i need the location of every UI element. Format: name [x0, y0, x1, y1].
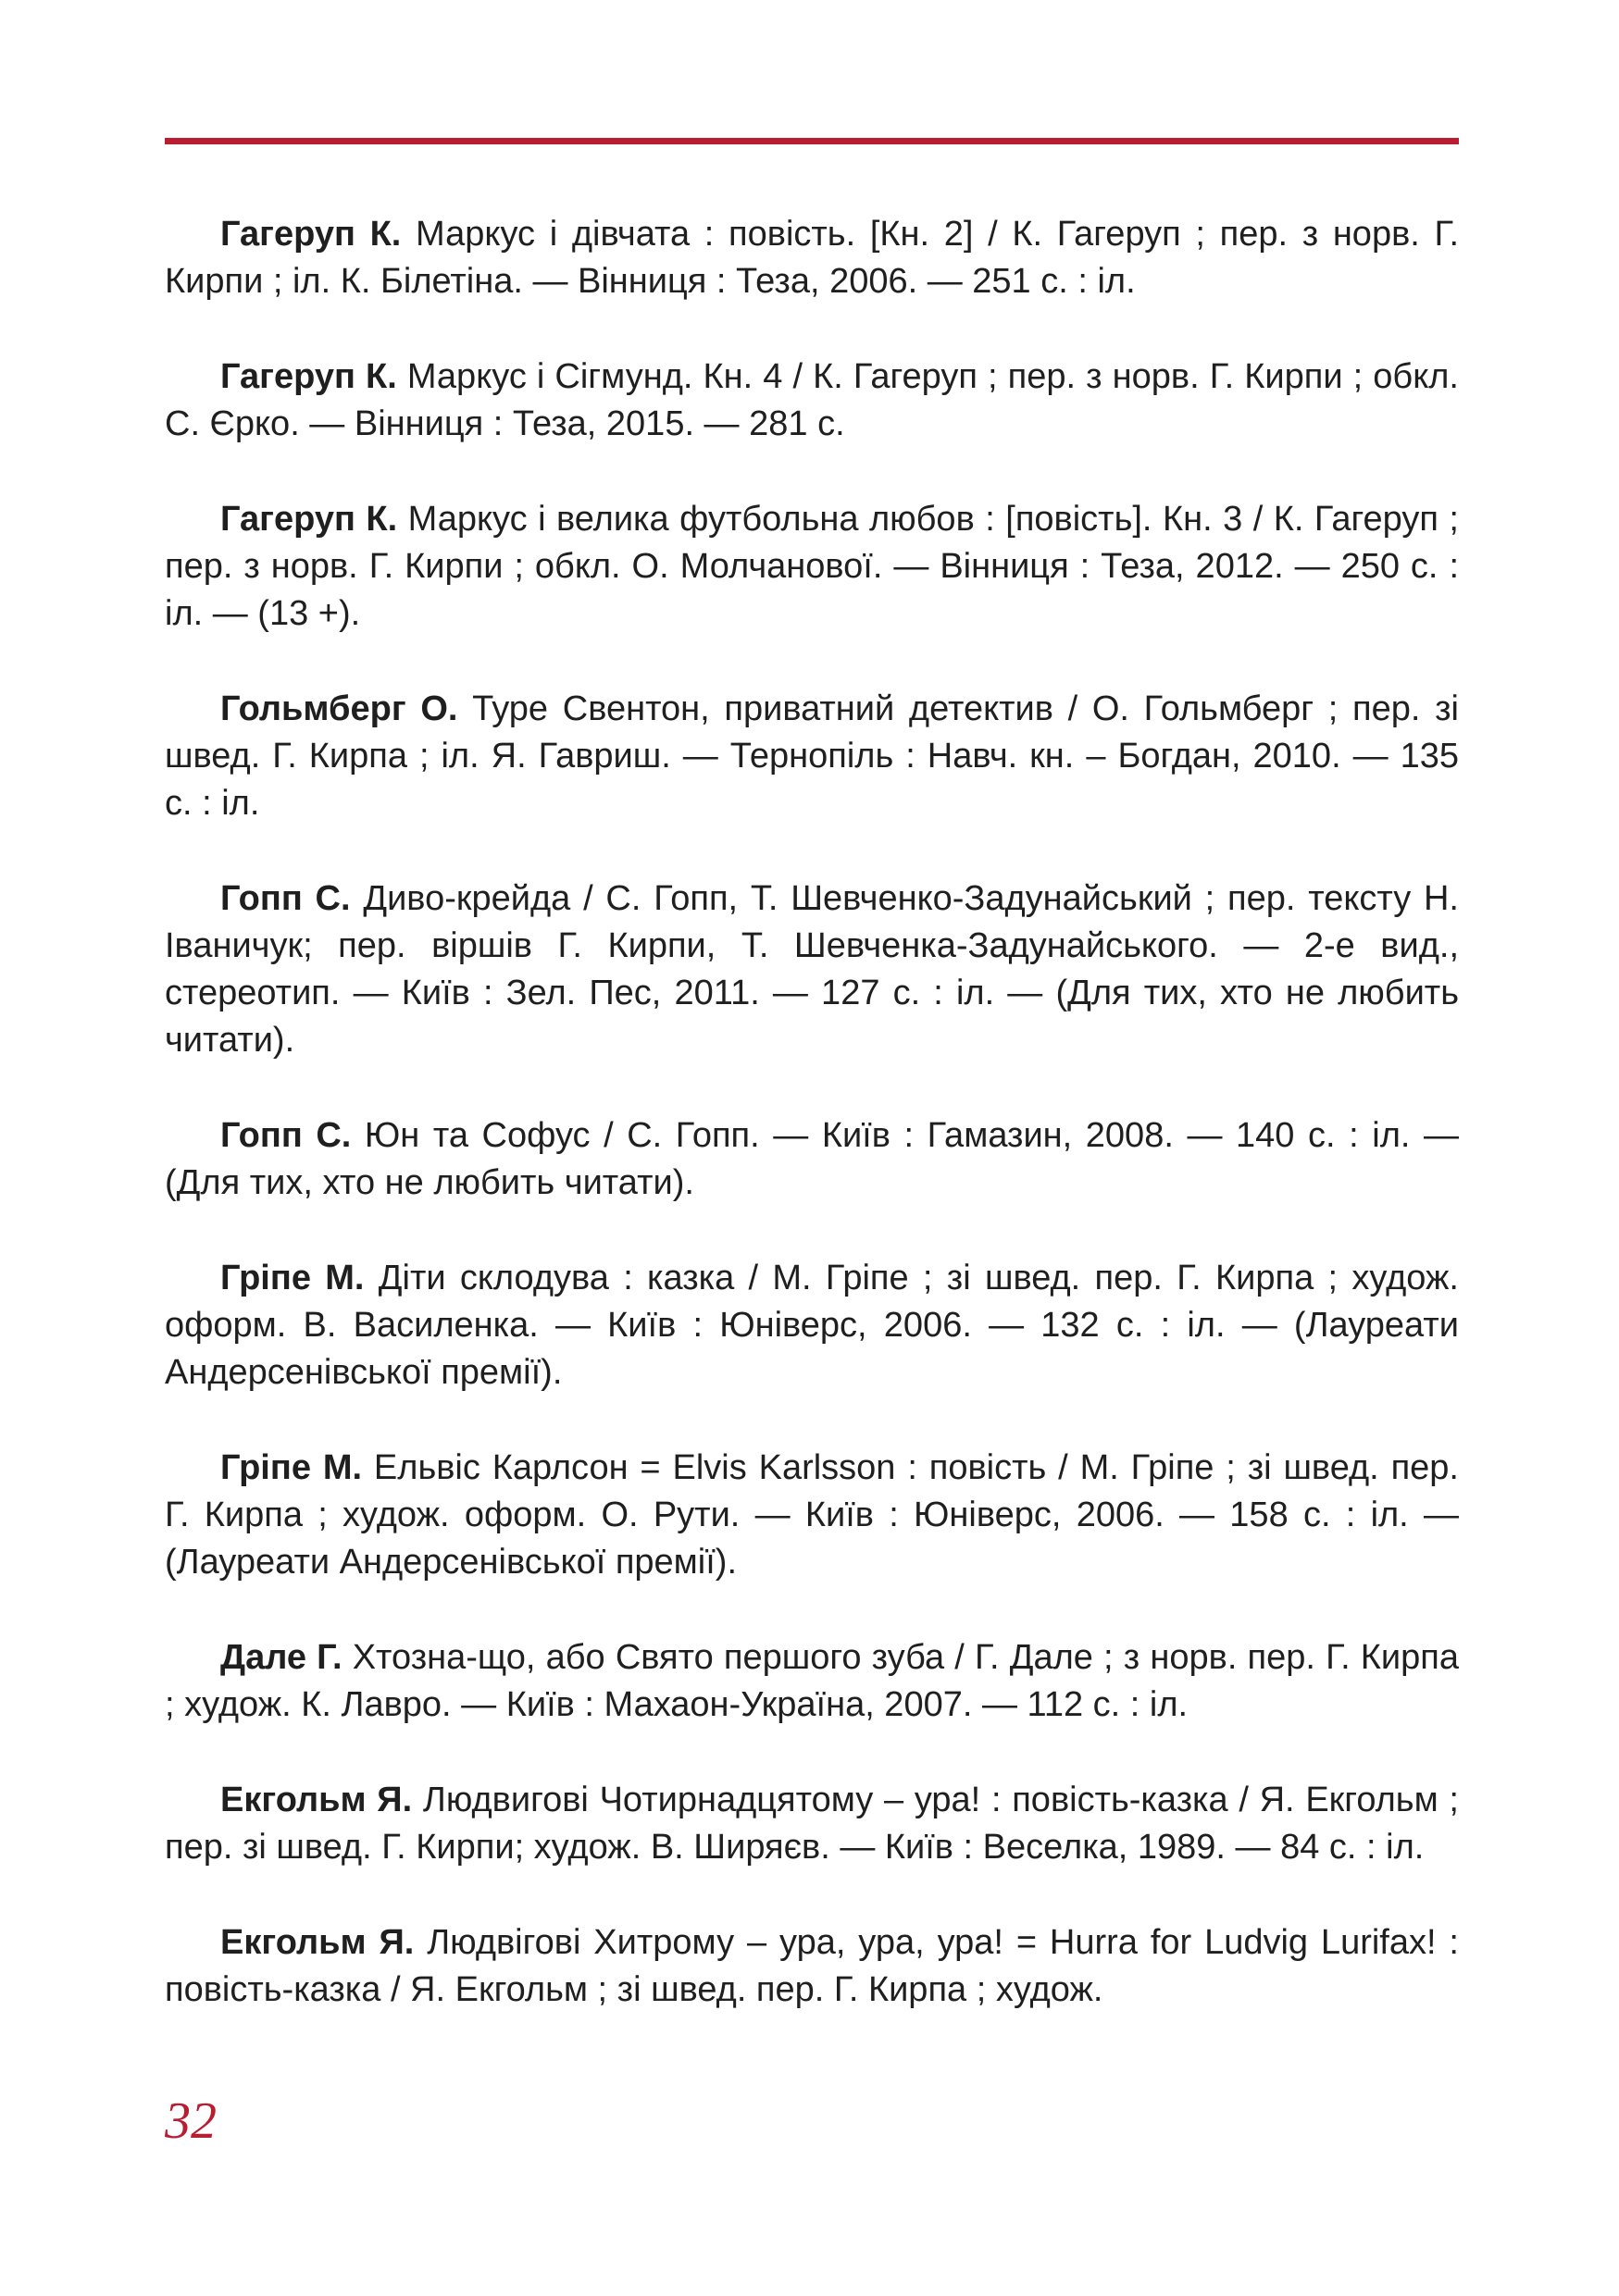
entry-text: Маркус і велика футбольна любов : [повість]. Кн. 3 / К. Гагеруп ; пер. з норв. Г. Кирпи ; обкл. О. Молчанової. — Вінниця : Теза, 2012. — 250 с. : іл. — (13 +).: [165, 500, 1459, 633]
entry-text: Ельвіс Карлсон = Elvis Karlsson : повість / М. Гріпе ; зі швед. пер. Г. Кирпа ; худож. оформ. О. Рути. — Київ : Юніверс, 2006. — 158 с. : іл. — (Лауреати Андерсенівської премії).: [165, 1448, 1459, 1582]
bibliography-entry: [165, 1255, 1459, 1396]
page-number: 32: [165, 2092, 217, 2150]
entry-text: Юн та Софус / С. Гопп. — Київ : Гамазин, 2008. — 140 с. : іл. — (Для тих, хто не любить читати).: [165, 1116, 1459, 1202]
bibliography-entry: [165, 1445, 1459, 1586]
entry-text: Людвигові Чотирнадцятому – ура! : повість-казка / Я. Екгольм ; пер. зі швед. Г. Кирпи; худож. В. Ширяєв. — Київ : Веселка, 1989. — 84 с. : іл.: [165, 1781, 1459, 1867]
entry-text: Діти склодува : казка / М. Гріпе ; зі швед. пер. Г. Кирпа ; худож. оформ. В. Василенка. — Київ : Юніверс, 2006. — 132 с. : іл. — (Лауреати Андерсенівської премії).: [165, 1259, 1459, 1392]
bibliography-entry: [165, 1777, 1459, 1871]
bibliography-list: [165, 211, 1459, 2062]
entry-author: Екгольм Я.: [220, 1923, 415, 1962]
header-rule: [165, 138, 1459, 144]
entry-text: Туре Свентон, приватний детектив / О. Гольмберг ; пер. зі швед. Г. Кирпа ; іл. Я. Гавриш. — Тернопіль : Навч. кн. – Богдан, 2010. — 135 с. : іл.: [165, 689, 1459, 823]
bibliography-entry: [165, 354, 1459, 448]
bibliography-entry: [165, 1634, 1459, 1729]
bibliography-entry: [165, 496, 1459, 638]
entry-author: Гопп С.: [220, 879, 351, 918]
entry-author: Гольмберг О.: [220, 689, 458, 728]
entry-text: Диво-крейда / С. Гопп, Т. Шевченко-Задунайський ; пер. тексту Н. Іваничук; пер. віршів Г. Кирпи, Т. Шевченка-Задунайського. — 2-е вид., стереотип. — Київ : Зел. Пес, 2011. — 127 с. : іл. — (Для тих, хто не любить читати).: [165, 879, 1459, 1060]
entry-author: Гопп С.: [220, 1116, 352, 1155]
entry-author: Гагеруп К.: [220, 500, 398, 539]
bibliography-entry: [165, 1919, 1459, 2014]
entry-author: Гріпе М.: [220, 1259, 365, 1297]
entry-text: Людвігові Хитрому – ура, ура, ура! = Hurra for Ludvig Lurifax! : повість-казка / Я. Екгольм ; зі швед. пер. Г. Кирпа ; худож.: [165, 1923, 1459, 2009]
bibliography-entry: [165, 875, 1459, 1064]
entry-text: Маркус і дівчата : повість. [Кн. 2] / К. Гагеруп ; пер. з норв. Г. Кирпи ; іл. К. Білетіна. — Вінниця : Теза, 2006. — 251 с. : іл.: [165, 215, 1459, 301]
bibliography-entry: [165, 211, 1459, 305]
entry-author: Дале Г.: [220, 1638, 342, 1677]
entry-author: Гагеруп К.: [220, 215, 402, 254]
entry-text: Хтозна-що, або Свято першого зуба / Г. Дале ; з норв. пер. Г. Кирпа ; худож. К. Лавро. — Київ : Махаон-Україна, 2007. — 112 с. : іл.: [165, 1638, 1460, 1724]
bibliography-entry: [165, 686, 1459, 827]
bibliography-entry: [165, 1112, 1459, 1207]
entry-text: Маркус і Сігмунд. Кн. 4 / К. Гагеруп ; пер. з норв. Г. Кирпи ; обкл. С. Єрко. — Вінниця : Теза, 2015. — 281 с.: [165, 357, 1459, 443]
entry-author: Екгольм Я.: [220, 1781, 413, 1819]
entry-author: Гріпе М.: [220, 1448, 363, 1487]
entry-author: Гагеруп К.: [220, 357, 397, 396]
